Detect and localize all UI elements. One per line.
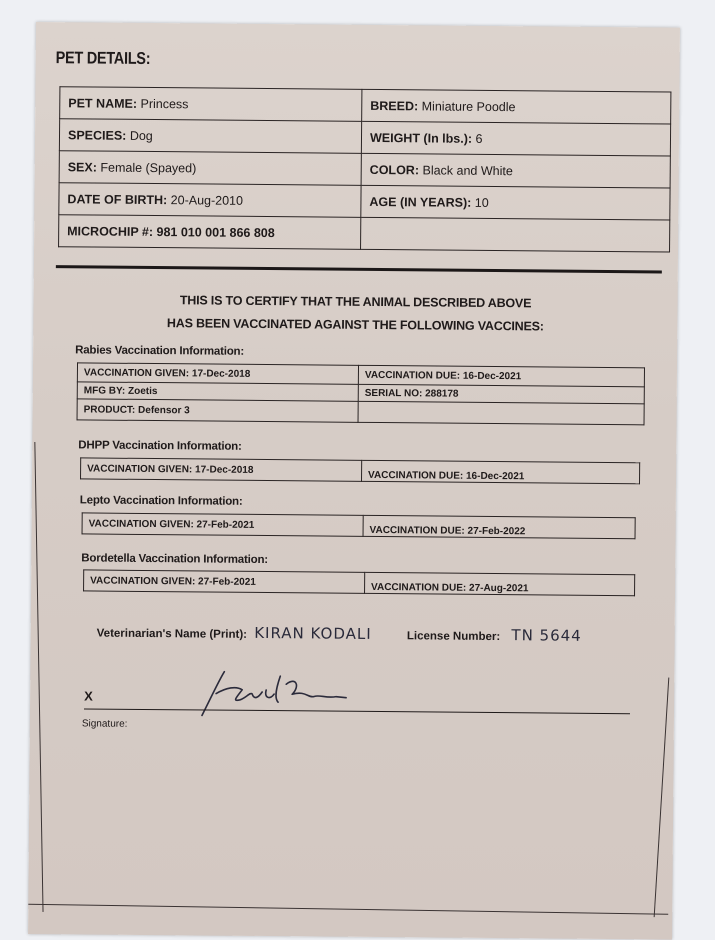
dhpp-due: VACCINATION DUE: 16-Dec-2021 [362,460,640,483]
rabies-due: VACCINATION DUE: 16-Dec-2021 [358,365,644,386]
pet-name-cell [60,87,362,122]
certificate-page [28,22,680,940]
breed-cell [362,89,671,124]
dhpp-given: VACCINATION GIVEN: 17-Dec-2018 [81,458,362,481]
rabies-given: VACCINATION GIVEN: 17-Dec-2018 [77,363,358,384]
license-value: TN 5644 [511,626,582,645]
rabies-mfg: MFG BY: Zoetis [77,382,358,401]
lepto-given: VACCINATION GIVEN: 27-Feb-2021 [82,513,363,536]
bordetella-title: Bordetella Vaccination Information: [81,552,268,567]
signature-label: Signature: [81,718,128,730]
species-value: Dog [129,128,153,143]
section-divider [56,265,662,273]
table-row [59,151,670,188]
dob-value: 20-Aug-2010 [170,192,244,208]
table-row [59,183,670,220]
page-edge-left [34,442,43,912]
vet-name-label: Veterinarian's Name (Print): [96,627,248,641]
weight-cell [361,121,670,156]
color-cell [361,153,670,188]
species-label: SPECIES: [67,127,127,143]
certify-line-1: THIS IS TO CERTIFY THAT THE ANIMAL DESCRIBED ABOVE [179,293,532,311]
empty-cell [358,401,644,424]
pet-details-table [58,86,671,252]
species-cell [59,119,361,154]
rabies-product: PRODUCT: Defensor 3 [77,399,358,422]
pet-details-title: PET DETAILS: [55,48,151,68]
lepto-table [82,512,636,539]
table-row [77,399,644,425]
table-row [84,570,635,596]
signature-x-mark: X [84,688,93,704]
vet-name-value: KIRAN KODALI [254,623,372,643]
breed-label: BREED: [370,98,419,113]
lepto-title: Lepto Vaccination Information: [79,494,243,508]
table-row [81,458,640,484]
microchip-label: MICROCHIP #: [67,223,154,239]
dob-label: DATE OF BIRTH: [67,191,168,207]
pet-name-label: PET NAME: [68,95,138,111]
page-edge-right [654,678,670,918]
table-row [59,215,670,252]
breed-value: Miniature Poodle [421,98,516,114]
bordetella-given: VACCINATION GIVEN: 27-Feb-2021 [84,570,365,593]
dhpp-title: DHPP Vaccination Information: [78,439,242,453]
page-edge-bottom [28,904,668,915]
color-value: Black and White [422,162,513,178]
color-label: COLOR: [369,162,420,177]
license-label: License Number: [406,630,501,644]
weight-label: WEIGHT (In lbs.): [369,130,473,146]
certify-line-2: HAS BEEN VACCINATED AGAINST THE FOLLOWING VACCINES: [166,316,544,334]
sex-cell [59,151,361,186]
age-cell [361,185,670,220]
pet-name-value: Princess [140,96,189,111]
dob-cell [59,183,361,218]
handwritten-signature [196,663,356,720]
bordetella-table [83,569,635,596]
sex-value: Female (Spayed) [100,160,197,175]
microchip-cell [59,215,361,250]
table-row [60,87,671,124]
table-row [82,513,635,539]
rabies-title: Rabies Vaccination Information: [75,344,245,358]
table-row [59,119,670,156]
empty-cell [361,217,670,252]
rabies-table [77,362,645,425]
rabies-serial: SERIAL NO: 288178 [358,384,644,403]
weight-value: 6 [475,131,483,146]
microchip-value: 981 010 001 866 808 [156,224,275,240]
signature-line [84,708,630,714]
age-label: AGE (IN YEARS): [369,194,472,210]
lepto-due: VACCINATION DUE: 27-Feb-2022 [363,515,635,538]
age-value: 10 [474,195,489,210]
bordetella-due: VACCINATION DUE: 27-Aug-2021 [365,572,635,595]
sex-label: SEX: [67,159,97,175]
dhpp-table [80,457,640,484]
vet-info-row [97,623,582,645]
